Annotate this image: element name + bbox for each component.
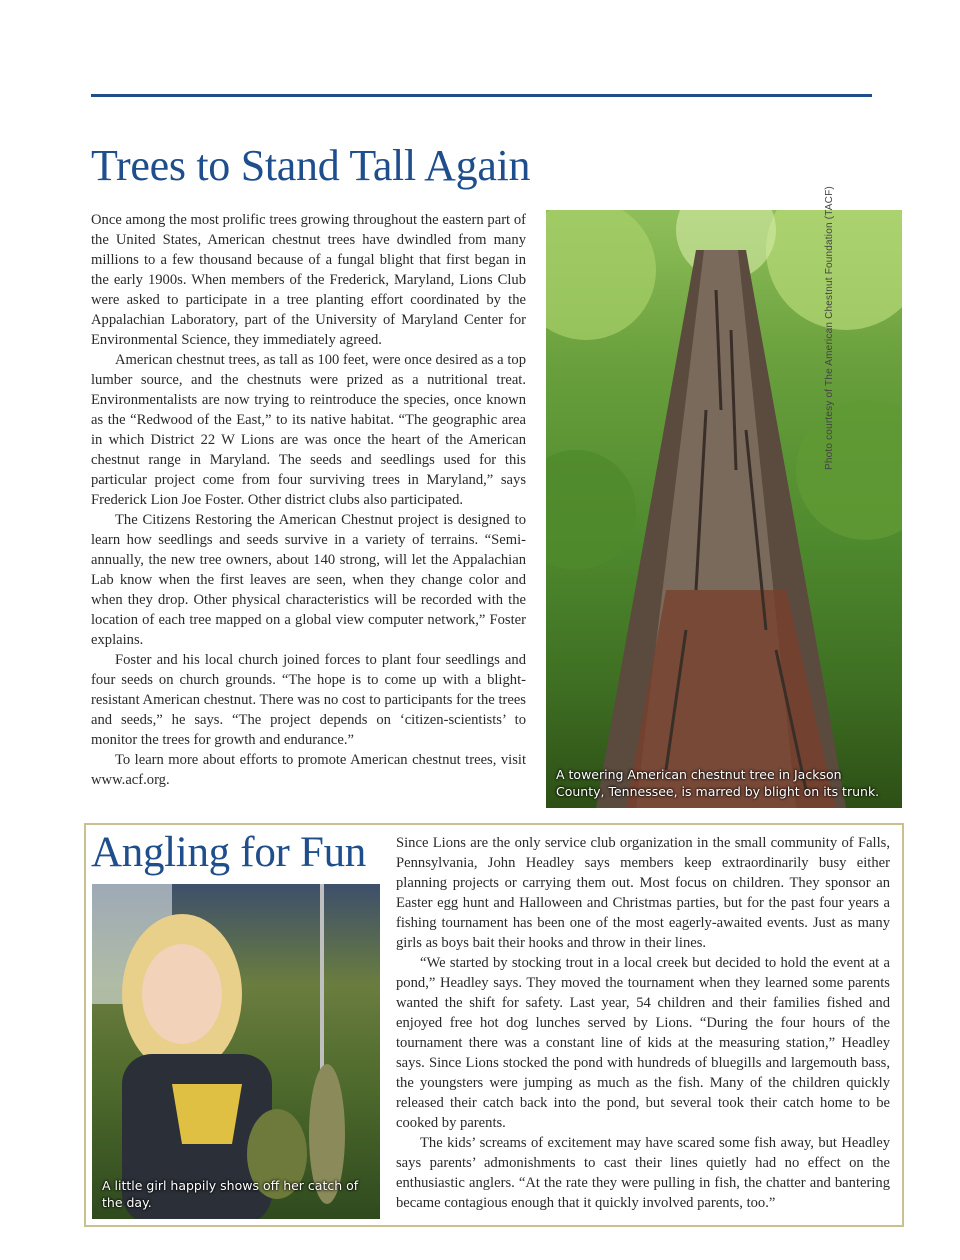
article-paragraph: The Citizens Restoring the American Chestnut project is designed to learn how seedlings and seeds survive in a variety of terrains. “Semi-annually, the new tree owners, about 140 strong, will let the Appalachian Lab know when the first leaves are seen, when they change color and when they drop. Other physical characteristics will be recorded with the location of each tree mapped on a global view computer network,” Foster explains. (91, 512, 526, 648)
article-title: Trees to Stand Tall Again (91, 141, 531, 190)
sidebar-title: Angling for Fun (91, 829, 367, 876)
article-paragraph: Once among the most prolific trees growing throughout the eastern part of the United States, American chestnut trees have dwindled from many millions to a few thousand because of a fungal blight that first began in the early 1900s. When members of the Frederick, Maryland, Lions Club were asked to participate in a tree planting effort coordinated by the Appalachian Laboratory, part of the University of Maryland Center for Environmental Science, they immediately agreed. (91, 212, 526, 348)
girl-fishing-photo (92, 884, 380, 1219)
photo-caption: A little girl happily shows off her catch of the day. (102, 1178, 359, 1210)
article-body (91, 210, 526, 790)
girl-illustration (92, 884, 380, 1219)
article-paragraph: The kids’ screams of excitement may have scared some fish away, but Headley says parents’ admonishments to cast their lines quietly had no effect on the enthusiastic anglers. “At the rate they were pulling in fish, the chatter and bantering became contagious enough that it quickly involved parents, too.” (396, 1135, 890, 1211)
top-rule (91, 94, 872, 97)
chestnut-tree-photo (546, 210, 902, 808)
photo-credit: Photo courtesy of The American Chestnut Foundation (TACF) (824, 186, 835, 470)
article-paragraph: Since Lions are the only service club organization in the small community of Falls, Pennsylvania, John Headley says members keep extraordinarily busy either planning projects or carrying them out. Most focus on children. They sponsor an Easter egg hunt and Halloween and Christmas parties, but for the past four years a fishing tournament has been one of the most eagerly-awaited events. Just as many girls as boys bait their hooks and throw in their lines. (396, 835, 890, 951)
sidebar-body (396, 833, 890, 1213)
article-paragraph: To learn more about efforts to promote American chestnut trees, visit www.acf.org. (91, 752, 526, 788)
article-paragraph: American chestnut trees, as tall as 100 feet, were once desired as a top lumber source, and the chestnuts were prized as a nutritional treat. Environmentalists are now trying to reintroduce the species, once known as the “Redwood of the East,” to its native habitat. “The geographic area in which District 22 W Lions are was once the heart of the American chestnut range in Maryland. The seeds and seedlings used for this particular project come from four surviving trees in Maryland,” says Frederick Lion Joe Foster. Other district clubs also participated. (91, 352, 526, 508)
tree-illustration (546, 210, 902, 808)
article-paragraph: Foster and his local church joined forces to plant four seedlings and four seeds on church grounds. “The hope is to come up with a blight-resistant American chestnut. There was no cost to participants for the trees and seeds,” he says. “The project depends on ‘citizen-scientists’ to monitor the trees for growth and endurance.” (91, 652, 526, 748)
photo-caption: A towering American chestnut tree in Jackson County, Tennessee, is marred by blight on its trunk. (556, 767, 880, 799)
article-paragraph: “We started by stocking trout in a local creek but decided to hold the event at a pond,” Headley says. They moved the tournament when they learned some parents wanted the shift for safety. Last year, 54 children and their families fished and enjoyed free hot dog lunches served by Lions. “During the four hours of the tournament there was a constant line of kids at the measuring station,” Headley says. Since Lions stocked the pond with hundreds of bluegills and largemouth bass, the youngsters were jumping as much as the fish. Many of the children quickly released their catch back into the pond, but several took their catch home to be cooked by parents. (396, 955, 890, 1131)
